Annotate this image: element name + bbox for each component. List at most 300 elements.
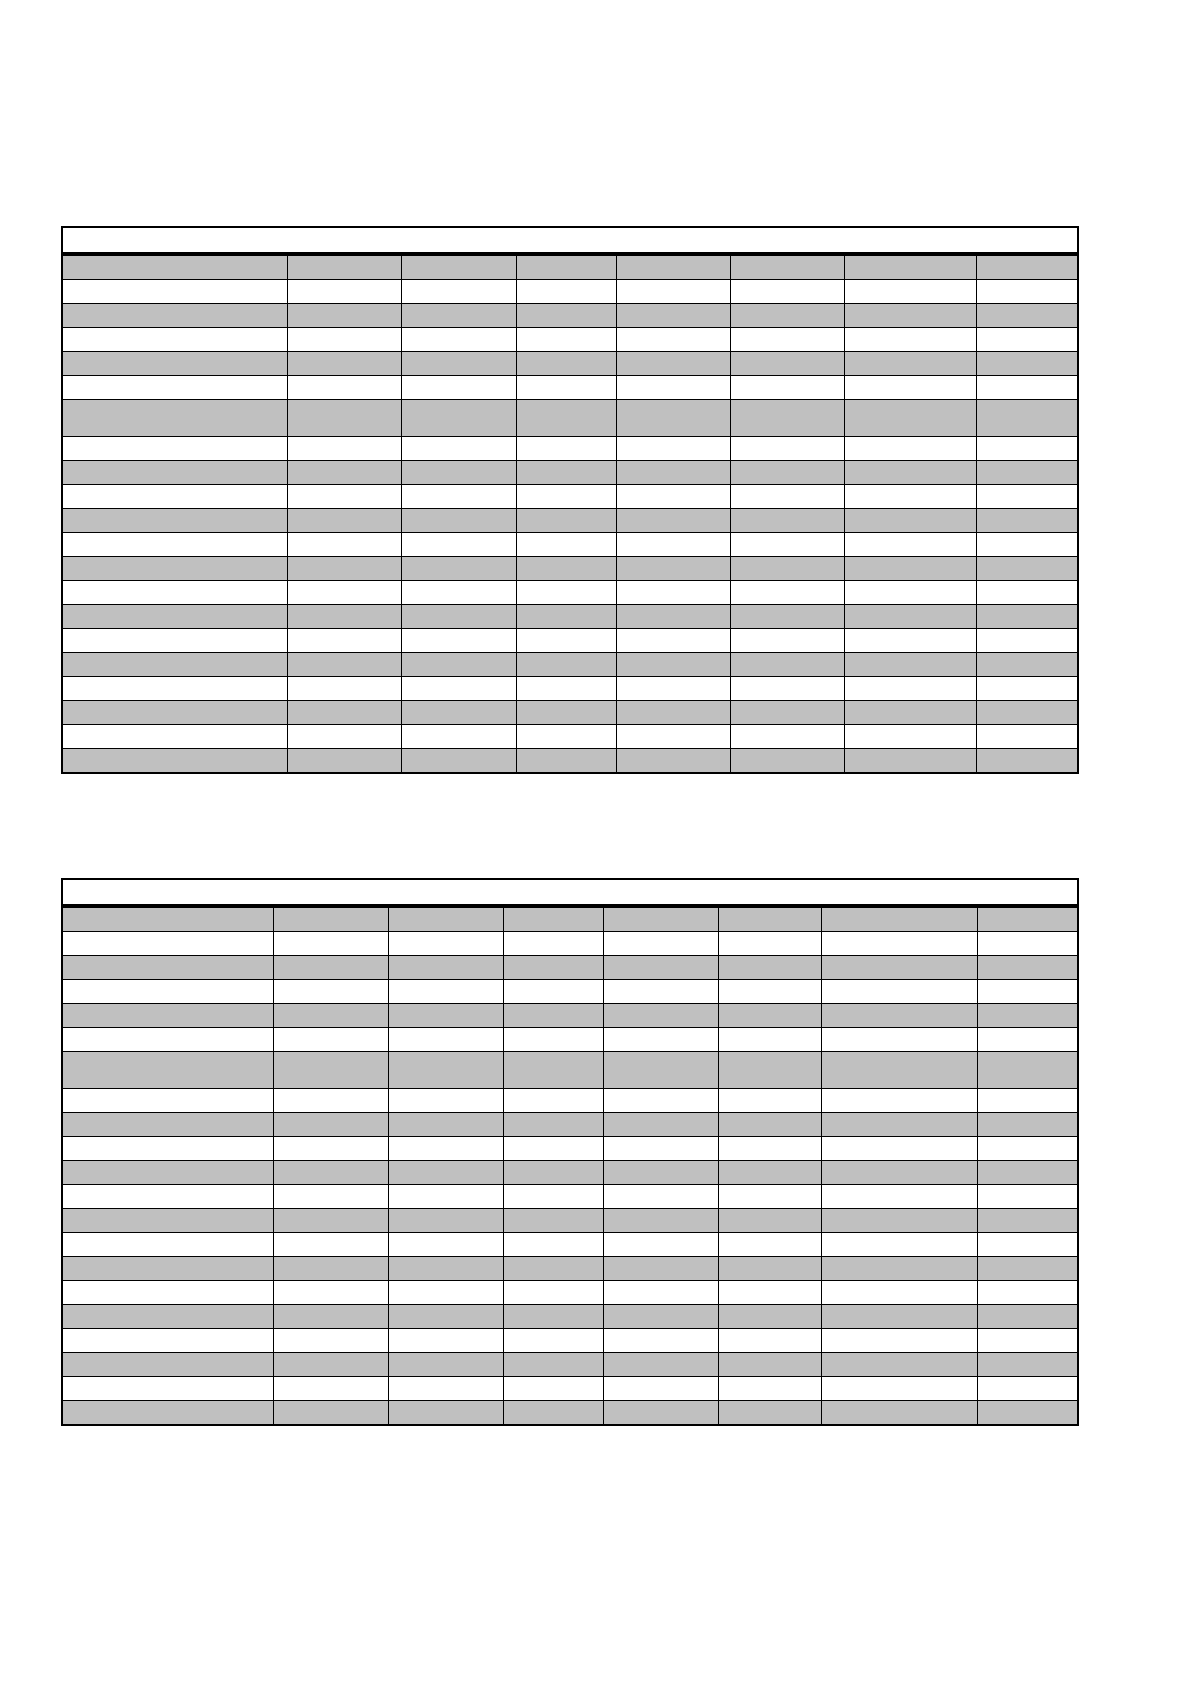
table-cell (616, 461, 730, 485)
table-cell (503, 1377, 603, 1401)
table-cell (821, 1185, 977, 1209)
table-cell (821, 1161, 977, 1185)
table-cell (844, 749, 976, 774)
table-cell (976, 749, 1078, 774)
table-cell (976, 725, 1078, 749)
table-cell (287, 400, 401, 437)
table-cell (401, 749, 516, 774)
table-cell (273, 1052, 388, 1089)
table-cell (616, 509, 730, 533)
table-cell (287, 352, 401, 376)
table-title-row (62, 227, 1078, 254)
table-cell (977, 1257, 1078, 1281)
table-row (62, 304, 1078, 328)
table-cell (718, 1028, 821, 1052)
table-cell (976, 376, 1078, 400)
table-cell (388, 1185, 503, 1209)
table-row (62, 437, 1078, 461)
table-cell (616, 557, 730, 581)
table-cell (603, 980, 718, 1004)
table-cell (730, 677, 844, 701)
table-cell (516, 352, 616, 376)
table-cell (516, 701, 616, 725)
table-cell (977, 1329, 1078, 1353)
table-cell (730, 437, 844, 461)
table-cell (821, 1089, 977, 1113)
table-cell (401, 533, 516, 557)
table-cell (287, 581, 401, 605)
table-cell (603, 1233, 718, 1257)
table-cell (603, 1113, 718, 1137)
table-cell (516, 509, 616, 533)
table-cell (503, 932, 603, 956)
table-cell (844, 605, 976, 629)
table-cell (718, 1329, 821, 1353)
table-cell (821, 1281, 977, 1305)
table-cell (516, 605, 616, 629)
table-cell (62, 533, 287, 557)
table-cell (718, 1257, 821, 1281)
table-cell (62, 1004, 273, 1028)
table-cell (62, 400, 287, 437)
table-cell (62, 461, 287, 485)
table-cell (62, 485, 287, 509)
table-cell (273, 1161, 388, 1185)
table-row (62, 677, 1078, 701)
table-cell (503, 980, 603, 1004)
table-cell (388, 932, 503, 956)
table-cell (388, 1281, 503, 1305)
table-cell (730, 557, 844, 581)
table-cell (844, 701, 976, 725)
table-cell (388, 1329, 503, 1353)
table-cell (718, 932, 821, 956)
table-cell (401, 605, 516, 629)
table-cell (503, 1401, 603, 1426)
data-table-1 (61, 226, 1079, 774)
table-cell (273, 1305, 388, 1329)
table-cell (976, 328, 1078, 352)
table-row (62, 701, 1078, 725)
table-cell (516, 485, 616, 509)
table-row (62, 932, 1078, 956)
table-cell (616, 437, 730, 461)
table-cell (616, 400, 730, 437)
table-cell (718, 1233, 821, 1257)
table-cell (844, 280, 976, 304)
table-cell (388, 1137, 503, 1161)
table-cell (388, 1052, 503, 1089)
table-cell (603, 1089, 718, 1113)
table-row (62, 1281, 1078, 1305)
table-cell (977, 1233, 1078, 1257)
table-cell (844, 437, 976, 461)
table-cell (503, 956, 603, 980)
table-title (62, 879, 1078, 906)
table-cell (503, 1209, 603, 1233)
table-cell (603, 1004, 718, 1028)
table-cell (718, 1209, 821, 1233)
table-cell (62, 376, 287, 400)
table-cell (62, 1209, 273, 1233)
table-cell (821, 1233, 977, 1257)
table-row (62, 1401, 1078, 1426)
table-cell (388, 1161, 503, 1185)
table-cell (62, 906, 273, 932)
table-cell (62, 629, 287, 653)
table-cell (388, 1089, 503, 1113)
table-cell (844, 509, 976, 533)
table-cell (718, 1161, 821, 1185)
table-cell (844, 677, 976, 701)
table-cell (616, 376, 730, 400)
table-cell (401, 280, 516, 304)
table-cell (62, 280, 287, 304)
table-cell (977, 906, 1078, 932)
table-cell (401, 437, 516, 461)
table-cell (730, 749, 844, 774)
table-cell (401, 328, 516, 352)
table-cell (516, 557, 616, 581)
table-cell (730, 254, 844, 280)
table-cell (503, 1161, 603, 1185)
table-cell (821, 1329, 977, 1353)
table-cell (62, 1329, 273, 1353)
table-row (62, 956, 1078, 980)
table-cell (273, 932, 388, 956)
table-cell (516, 400, 616, 437)
table-cell (62, 581, 287, 605)
table-cell (976, 352, 1078, 376)
table-cell (977, 932, 1078, 956)
table-1-body (62, 227, 1078, 773)
table-cell (62, 1137, 273, 1161)
table-cell (287, 605, 401, 629)
table-row (62, 533, 1078, 557)
table-cell (516, 280, 616, 304)
table-cell (603, 1209, 718, 1233)
table-cell (516, 629, 616, 653)
table-cell (616, 605, 730, 629)
table-cell (503, 1185, 603, 1209)
table-row (62, 1137, 1078, 1161)
table-cell (401, 304, 516, 328)
table-cell (503, 1113, 603, 1137)
table-cell (730, 653, 844, 677)
table-cell (273, 980, 388, 1004)
table-cell (287, 328, 401, 352)
table-cell (730, 280, 844, 304)
table-cell (516, 376, 616, 400)
table-cell (976, 437, 1078, 461)
table-cell (62, 749, 287, 774)
table-cell (62, 1052, 273, 1089)
table-cell (718, 1052, 821, 1089)
table-cell (844, 629, 976, 653)
table-cell (273, 1209, 388, 1233)
table-cell (273, 1089, 388, 1113)
table-title (62, 227, 1078, 254)
table-cell (516, 533, 616, 557)
table-cell (844, 533, 976, 557)
table-cell (287, 437, 401, 461)
table-cell (603, 1305, 718, 1329)
table-cell (503, 1028, 603, 1052)
table-cell (821, 1377, 977, 1401)
table-cell (62, 1113, 273, 1137)
table-cell (401, 254, 516, 280)
table-cell (976, 581, 1078, 605)
table-cell (603, 1185, 718, 1209)
table-cell (273, 1137, 388, 1161)
table-cell (616, 725, 730, 749)
table-cell (62, 1305, 273, 1329)
table-cell (603, 1353, 718, 1377)
table-cell (730, 328, 844, 352)
table-cell (730, 533, 844, 557)
table-row (62, 352, 1078, 376)
table-cell (821, 980, 977, 1004)
table-cell (516, 437, 616, 461)
table-cell (844, 725, 976, 749)
table-cell (718, 980, 821, 1004)
table-cell (977, 1209, 1078, 1233)
table-cell (503, 1137, 603, 1161)
table-cell (616, 653, 730, 677)
table-2-body (62, 879, 1078, 1425)
table-row (62, 906, 1078, 932)
table-row (62, 653, 1078, 677)
table-row (62, 725, 1078, 749)
table-cell (503, 1281, 603, 1305)
table-cell (503, 1004, 603, 1028)
table-cell (844, 352, 976, 376)
table-title-row (62, 879, 1078, 906)
table-cell (718, 1353, 821, 1377)
table-cell (287, 376, 401, 400)
table-cell (287, 254, 401, 280)
table-row (62, 581, 1078, 605)
table-row (62, 749, 1078, 774)
table-cell (603, 1329, 718, 1353)
table-cell (62, 1185, 273, 1209)
table-cell (718, 1305, 821, 1329)
table-cell (62, 254, 287, 280)
table-cell (516, 725, 616, 749)
table-cell (603, 1161, 718, 1185)
table-cell (401, 629, 516, 653)
table-cell (388, 1401, 503, 1426)
table-cell (821, 1004, 977, 1028)
table-cell (62, 352, 287, 376)
table-cell (603, 1137, 718, 1161)
table-cell (62, 725, 287, 749)
table-row (62, 1233, 1078, 1257)
table-cell (401, 701, 516, 725)
table-cell (730, 304, 844, 328)
table-cell (603, 1377, 718, 1401)
table-cell (718, 1281, 821, 1305)
table-cell (977, 1353, 1078, 1377)
table-row (62, 1028, 1078, 1052)
table-cell (821, 956, 977, 980)
table-cell (388, 1209, 503, 1233)
table-cell (287, 280, 401, 304)
table-cell (401, 461, 516, 485)
table-row (62, 1353, 1078, 1377)
table-cell (503, 1353, 603, 1377)
table-cell (516, 653, 616, 677)
table-cell (401, 557, 516, 581)
table-cell (388, 980, 503, 1004)
table-row (62, 1257, 1078, 1281)
table-cell (287, 677, 401, 701)
table-cell (388, 1113, 503, 1137)
table-row (62, 1004, 1078, 1028)
table-cell (821, 1257, 977, 1281)
table-cell (516, 677, 616, 701)
table-cell (503, 1233, 603, 1257)
table-cell (730, 725, 844, 749)
table-cell (273, 1353, 388, 1377)
table-cell (977, 1028, 1078, 1052)
table-cell (401, 352, 516, 376)
table-cell (977, 1137, 1078, 1161)
table-cell (273, 906, 388, 932)
table-row (62, 980, 1078, 1004)
table-cell (273, 1004, 388, 1028)
table-cell (616, 581, 730, 605)
table-cell (603, 906, 718, 932)
table-cell (388, 1233, 503, 1257)
table-cell (977, 1377, 1078, 1401)
table-cell (616, 749, 730, 774)
table-cell (730, 701, 844, 725)
table-cell (718, 1401, 821, 1426)
table-cell (977, 1113, 1078, 1137)
table-cell (62, 1089, 273, 1113)
table-cell (821, 1113, 977, 1137)
table-cell (976, 653, 1078, 677)
table-row (62, 280, 1078, 304)
table-cell (516, 304, 616, 328)
table-cell (844, 653, 976, 677)
table-cell (273, 1113, 388, 1137)
table-cell (730, 485, 844, 509)
table-cell (844, 461, 976, 485)
table-cell (730, 605, 844, 629)
table-cell (388, 1257, 503, 1281)
table-cell (718, 1004, 821, 1028)
table-cell (844, 557, 976, 581)
table-cell (844, 376, 976, 400)
table-cell (287, 725, 401, 749)
table-cell (718, 1185, 821, 1209)
table-cell (62, 980, 273, 1004)
table-row (62, 1185, 1078, 1209)
table-cell (388, 1028, 503, 1052)
table-cell (388, 1004, 503, 1028)
table-cell (503, 1257, 603, 1281)
table-cell (821, 1401, 977, 1426)
table-cell (273, 1185, 388, 1209)
table-cell (62, 509, 287, 533)
table-cell (976, 701, 1078, 725)
table-cell (976, 400, 1078, 437)
table-cell (287, 461, 401, 485)
table-cell (730, 509, 844, 533)
table-cell (730, 629, 844, 653)
table-cell (977, 1401, 1078, 1426)
table-cell (718, 1113, 821, 1137)
table-row (62, 1052, 1078, 1089)
table-cell (976, 629, 1078, 653)
table-cell (401, 581, 516, 605)
table-cell (62, 956, 273, 980)
table-cell (62, 328, 287, 352)
table-cell (273, 1281, 388, 1305)
table-cell (844, 400, 976, 437)
table-cell (273, 956, 388, 980)
table-cell (821, 906, 977, 932)
table-cell (62, 1257, 273, 1281)
table-cell (976, 485, 1078, 509)
table-cell (62, 1281, 273, 1305)
table-cell (844, 304, 976, 328)
table-cell (616, 701, 730, 725)
table-cell (516, 749, 616, 774)
table-cell (62, 557, 287, 581)
table-cell (516, 254, 616, 280)
table-cell (616, 254, 730, 280)
table-cell (976, 254, 1078, 280)
data-table-2 (61, 878, 1079, 1426)
table-cell (388, 956, 503, 980)
table-cell (718, 1137, 821, 1161)
table-cell (388, 906, 503, 932)
table-cell (287, 485, 401, 509)
table-cell (616, 328, 730, 352)
table-cell (603, 1281, 718, 1305)
table-cell (976, 557, 1078, 581)
table-cell (976, 461, 1078, 485)
table-row (62, 461, 1078, 485)
table-cell (844, 581, 976, 605)
table-row (62, 376, 1078, 400)
table-cell (401, 400, 516, 437)
table-row (62, 328, 1078, 352)
table-cell (977, 980, 1078, 1004)
table-cell (401, 485, 516, 509)
table-cell (62, 701, 287, 725)
table-cell (976, 280, 1078, 304)
table-cell (401, 677, 516, 701)
table-cell (977, 956, 1078, 980)
table-cell (603, 1257, 718, 1281)
table-cell (62, 1401, 273, 1426)
table-row (62, 400, 1078, 437)
table-cell (616, 629, 730, 653)
table-row (62, 254, 1078, 280)
table-cell (976, 533, 1078, 557)
table-cell (977, 1161, 1078, 1185)
table-row (62, 1209, 1078, 1233)
table-cell (401, 725, 516, 749)
table-cell (516, 328, 616, 352)
table-cell (503, 1089, 603, 1113)
table-row (62, 1161, 1078, 1185)
table-cell (821, 1028, 977, 1052)
